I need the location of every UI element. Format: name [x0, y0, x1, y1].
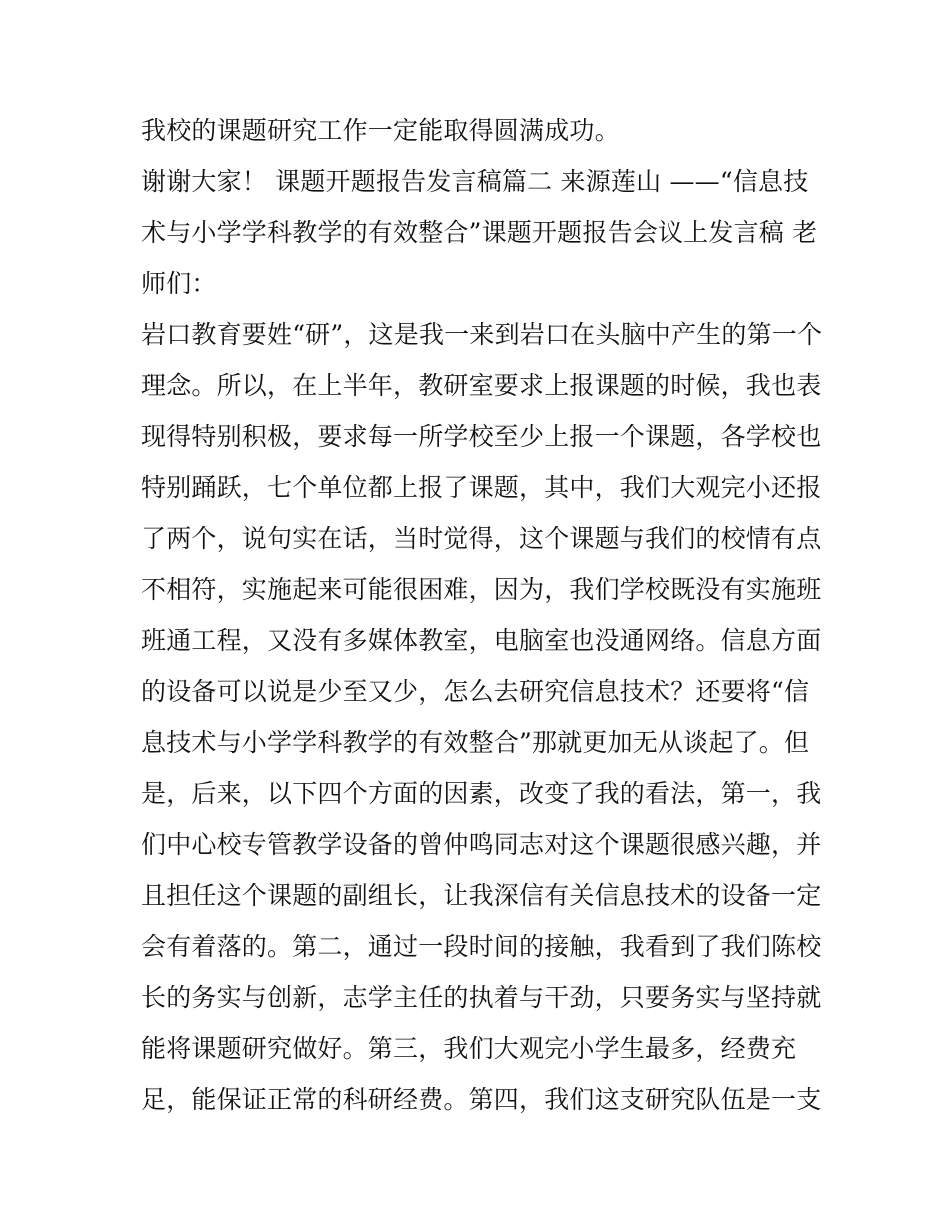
text-line: 特别踊跃，七个单位都上报了课题，其中，我们大观完小还报 [141, 473, 822, 502]
text-line: 且担任这个课题的副组长，让我深信有关信息技术的设备一定 [141, 881, 822, 910]
text-line: 长的务实与创新，志学主任的执着与干劲，只要务实与坚持就 [141, 983, 822, 1012]
text-line: 会有着落的。第二，通过一段时间的接触，我看到了我们陈校 [141, 932, 822, 961]
text-line: 足，能保证正常的科研经费。第四，我们这支研究队伍是一支 [141, 1085, 822, 1114]
text-line: 是，后来，以下四个方面的因素，改变了我的看法，第一，我 [141, 779, 822, 808]
text-line: 谢谢大家！ 课题开题报告发言稿篇二 来源莲山 ——“信息技 [141, 167, 809, 196]
text-line: 班通工程，又没有多媒体教室，电脑室也没通网络。信息方面 [141, 626, 822, 655]
text-line: 现得特别积极，要求每一所学校至少上报一个课题，各学校也 [141, 422, 822, 451]
text-line: 息技术与小学学科教学的有效整合”那就更加无从谈起了。但 [141, 728, 810, 757]
text-line: 我校的课题研究工作一定能取得圆满成功。 [141, 116, 620, 145]
text-line: 的设备可以说是少至又少，怎么去研究信息技术？还要将“信 [141, 677, 810, 706]
text-line: 了两个，说句实在话，当时觉得，这个课题与我们的校情有点 [141, 524, 822, 553]
text-line: 不相符，实施起来可能很困难，因为，我们学校既没有实施班 [141, 575, 822, 604]
text-line: 师们： [141, 269, 217, 298]
text-line: 能将课题研究做好。第三，我们大观完小学生最多，经费充 [141, 1034, 797, 1063]
text-line: 岩口教育要姓“研”，这是我一来到岩口在头脑中产生的第一个 [141, 320, 823, 349]
text-line: 们中心校专管教学设备的曾仲鸣同志对这个课题很感兴趣，并 [141, 830, 822, 859]
text-line: 理念。所以，在上半年，教研室要求上报课题的时候，我也表 [141, 371, 822, 400]
text-line: 术与小学学科教学的有效整合”课题开题报告会议上发言稿 老 [141, 218, 818, 247]
